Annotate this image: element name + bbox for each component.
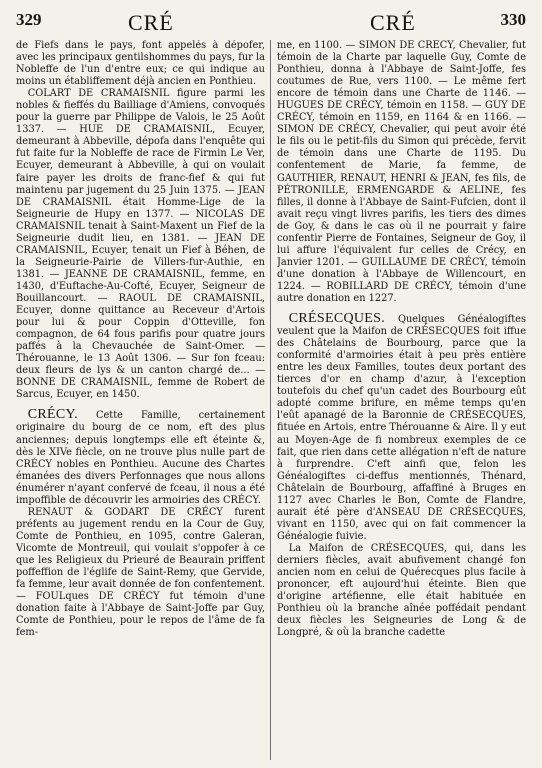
paragraph-text: Cette Famille, certainement originaire du bourg de ce nom, eft des plus anciennes; depuis longtemps elle eft éteinte &, dès le XIVe fiècle, on ne trouve plus nulle part de CRÉCY nobles en Ponthieu. Aucune des Chartes émanées des divers Perfonnages que nous allons énumérer n'ayant confervé de fceau, il nous a été impoffible de découvrir les armoiries des CRÉCY. xyxy=(16,410,265,506)
right-column xyxy=(277,40,526,760)
left-page-number: 329 xyxy=(16,10,42,29)
right-running-title: CRÉ xyxy=(370,10,416,35)
left-column xyxy=(16,40,265,760)
entry-heading: CRÉCY. xyxy=(27,407,78,423)
left-running-title: CRÉ xyxy=(128,10,174,35)
paragraph xyxy=(277,313,526,543)
paragraph xyxy=(16,507,265,640)
paragraph-text: La Maifon de CRÉSECQUES, qui, dans les derniers fiècles, avait abufivement changé fon ancien nom en celui de Quérecques plus facile à prononcer, eft aujourd'hui éteinte. Bien que d'origine artéfienne, elle était habituée en Ponthieu où la branche aînée poffédait pendant deux fiècles les Seigneuries de Long & de Longpré, & où la branche cadette xyxy=(277,542,526,639)
paragraph-text: de Fiefs dans le pays, font appelés à dépofer, avec les principaux gentilshommes du pays, fur la Nobleffe de l'un d'entre eux; ce qui indique au moins un établiffement déjà ancien en Ponthieu. xyxy=(16,40,265,88)
paragraph xyxy=(277,543,526,639)
entry-heading: CRÉSECQUES. xyxy=(288,311,386,327)
right-page-number: 330 xyxy=(500,10,526,29)
paragraph-text: RENAUT & GODART DE CRÉCY furent préfents au jugement rendu en la Cour de Guy, Comte de Ponthieu, en 1095, contre Galeran, Vicomte de Montreuil, qui voulait s'oppofer à ce que les Religieux du Prieuré de Beaurain priffent poffeffion de l'églife de Saint-Remy, que Gervide, fa femme, leur avait donnée de fon confentement. — FOULques DE CRÉCY fut témoin d'une donation faite à l'Abbaye de Saint-Joffe par Guy, Comte de Ponthieu, pour le repos de l'âme de fa fem- xyxy=(16,506,265,639)
text-columns xyxy=(16,40,526,760)
paragraph-text: COLART DE CRAMAISNIL figure parmi les nobles & fieffés du Bailliage d'Amiens, convoqués pour la guerre par Philippe de Valois, le 25 Août 1337. — HUE DE CRAMAISNIL, Ecuyer, demeurant à Abbeville, dépofa dans l'enquête qui fut faite fur la Nobleffe de race de Firmin Le Ver, Ecuyer, demeurant à Abbeville, à qui on voulait faire payer les droits de franc-fief & qui fut maintenu par jugement du 25 Juin 1375. — JEAN DE CRAMAISNIL était Homme-Lige de la Seigneurie de Hupy en 1377. — NICOLAS DE CRAMAISNIL tenait à Saint-Maxent un Fief de la Seigneurie dudit lieu, en 1381. — JEAN DE CRAMAISNIL, Ecuyer, tenait un Fief à Béhen, de la Seigneurie-Pairie de Villers-fur-Authie, en 1381. — JEANNE DE CRAMAISNIL, femme, en 1430, d'Euftache-Au-Cofté, Ecuyer, Seigneur de Bouillancourt. — RAOUL DE CRAMAISNIL, Ecuyer, donne quittance au Receveur d'Artois pour lui & pour Coppin d'Otteville, fon compagnon, de 64 fous parifis pour quatre jours paffés à la Chevauchée de Saint-Omer. — Thérouanne, le 13 Août 1306. — Sur fon fceau: deux fleurs de lys & un canton chargé de... — BONNE DE CRAMAISNIL, femme de Robert de Sarcus, Ecuyer, en 1450. xyxy=(16,88,265,401)
paragraph xyxy=(16,409,265,506)
paragraph xyxy=(16,88,265,401)
paragraph xyxy=(277,40,526,305)
paragraph-text: Quelques Généalogiftes veulent que la Maifon de CRÉSECQUES foit iffue des Châtelains de Bourbourg, parce que la conformité d'armoiries était à peu près entière entre les deux Familles, toutes deux portant des tierces d'or en champ d'azur, à l'exception toutefois du chef qu'un cadet des Bourbourg eût adopté comme brifure, en même temps qu'en l'eût apanagé de la Baronnie de CRÉSECQUES, fituée en Artois, entre Thérouanne & Aire. Il y eut au Moyen-Age de fi nombreux exemples de ce fait, que rien dans cette allégation n'eft de nature à furprendre. C'eft ainfi que, felon les Généalogiftes ci-deffus mentionnés, Thénard, Châtelain de Bourbourg, affaffiné à Bruges en 1127 avec Charles le Bon, Comte de Flandre, aurait été père d'ANSEAU DE CRÉSECQUES, vivant en 1150, avec qui on fait commencer la Généalogie fuivie. xyxy=(277,314,526,542)
paragraph xyxy=(16,40,265,88)
paragraph-text: me, en 1100. — SIMON DE CRÉCY, Chevalier, fut témoin de la Charte par laquelle Guy, Comte de Ponthieu, donna à l'Abbaye de Saint-Joffe, fes coutumes de Rue, vers 1100. — Le même fert encore de témoin dans une Charte de 1146. — HUGUES DE CRÉCY, témoin en 1158. — GUY DE CRÉCY, témoin en 1159, en 1164 & en 1166. — SIMON DE CRÉCY, Chevalier, qui peut avoir été le fils ou le petit-fils du Simon qui précède, fervit de témoin dans une Charte de 1195. Du confentement de Marie, fa femme, de GAUTHIER, RENAUT, HENRI & JEAN, fes fils, de PÉTRONILLE, ERMENGARDE & AELINE, fes filles, il donne à l'Abbaye de Saint-Fufcien, dont il avait reçu vingt livres parifis, les tiers des dimes de Goy, & dans le cas où il ne pourrait y faire confentir Pierre de Fontaines, Seigneur de Goy, il lui affure l'équivalent fur celles de Crécy, en Janvier 1201. — GUILLAUME DE CRÉCY, témoin d'une donation à l'Abbaye de Willencourt, en 1224. — ROBILLARD DE CRÉCY, témoin d'une autre donation en 1227. xyxy=(277,40,526,304)
page-header xyxy=(16,6,526,42)
